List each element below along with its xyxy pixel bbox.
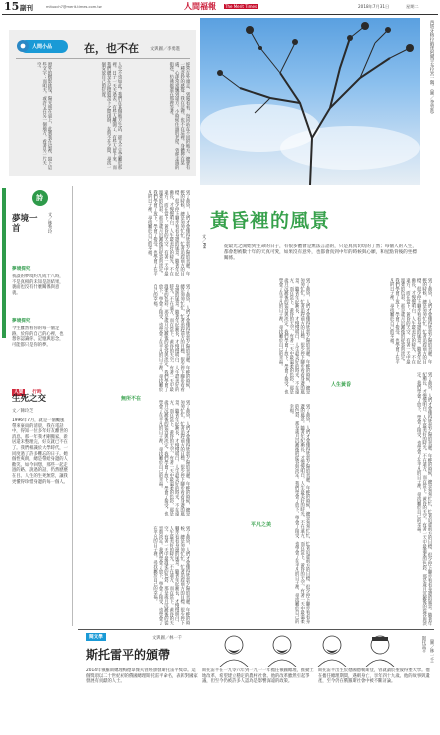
main-col-h: 到了黃昏，人們才會懂得欣賞夕陽的美麗。年輕的時候，總是匆匆忙忙，忙著追趕前方的目標，很少停下腳步看看身邊的風景。隨著年紀漸長，才慢慢明白，人生最美好的時光，不在遠方，而在當下。黃昏的天空，有著一天中最溫柔的色彩，那是歲月沉澱後的從容與淡定。我們學會了放下，學會了接受，也學會了在平凡的日子裡，尋找屬於自己的幸福。 — [416, 372, 432, 626]
prize-col-2: 斯托雷平在一九零六年到一九一一年擔任俄國總理，推動土地改革，希望建立穩定的農村社會。他的改革雖然引起爭議，但至今仍被許多人認為是影響深遠的政策。 — [202, 668, 314, 685]
portrait-illustration — [214, 633, 419, 667]
main-col-c: 到了黃昏，人們才會懂得欣賞夕陽的美麗。年輕的時候，總是匆匆忙忙，忙著追趕前方的目標，很少停下腳步看看身邊的風景。隨著年紀漸長，才慢慢明白，人生最美好的時光，不在遠方，而在當下。黃昏的天空，有著一天中最溫柔的色彩，那是歲月沉澱後的從容與淡定。我們學會了放下，學會了接受，也學會了在平凡的日子裡，尋找屬於自己的幸福。 — [157, 400, 190, 517]
tree-silhouette — [200, 18, 420, 185]
portrait-caption-1: 斯托雷平 — [421, 636, 426, 654]
life-body: 1996年7月，就是一個颱風帶來豪雨的清晨，我在電話中，得知一位多年好友離世的消息。那一年我才剛搬家，新居還未整理完，好友就已不在了。我們相識於大學時代，一同度過了許多難忘的日子。她個性爽朗，總是帶給身邊的人歡笑。如今回想，那些一起走過的路、說過的話，仍然歷歷在目。人生的生死無常，讓我更懂得珍惜身邊的每一個人。 — [12, 418, 68, 485]
life-tag-label-2: 行時 — [32, 390, 42, 395]
life-title: 生死之交 — [12, 394, 47, 404]
subhead-3: 平凡之美 — [251, 522, 272, 528]
left-column-rule — [72, 186, 73, 626]
poem-section2-label: 夢境探究 — [12, 319, 31, 324]
poem-section1-text: 我談的夢境約九成十八時，不是真相的未知是語結果，裏面也沒有什麼關係與意義。 — [12, 274, 64, 296]
main-col-g: 到了黃昏，人們才會懂得欣賞夕陽的美麗。年輕的時候，總是匆匆忙忙，忙著追趕前方的目標，很少停下腳步看看身邊的風景。隨著年紀漸長，才慢慢明白，人生最美好的時光，不在遠方，而在當下。黃昏的天空，有著一天中最溫柔的色彩，那是歲月沉澱後的從容與淡定。我們學會了放下，學會了接受，也學會了在平凡的日子裡，尋找屬於自己的幸福。 — [389, 278, 432, 364]
essay-col-2: 人生不也如此？我們在某個地方生活，卻又不完全屬於那裡。日子一天天過去，有些人離開了，有些人留下來，而我們總是在記憶與當下之間徘徊，在與不在之間，尋找一個安放自己的位置。 — [100, 62, 122, 170]
header-date: 2018年7月31日 — [358, 4, 390, 9]
life-author: 文／陳玲芝 — [12, 409, 34, 414]
prize-col-3: 斯托雷平出生於德國德勒斯登，曾就讀於聖彼得堡大學。他在擔任總理期間，遇刺身亡，享年四十九歲。他的故事與遺產，至今仍在俄羅斯社會中被不斷討論。 — [318, 668, 430, 685]
page-header — [2, 0, 438, 14]
essay-author: 文與圖／李勇進 — [150, 47, 181, 52]
life-tag — [12, 378, 42, 395]
prize-author: 文與圖／林一千 — [152, 636, 183, 641]
header-logo: 人間福報 — [184, 1, 216, 11]
essay-divider — [16, 58, 190, 59]
subhead-2: 無所不在 — [121, 396, 142, 402]
poem-title: 夢境一首 — [12, 214, 38, 234]
tree-photo — [200, 18, 420, 185]
subhead-1: 人生黃昏 — [331, 382, 352, 388]
section-name: 副刊 — [20, 4, 33, 12]
essay-col-1: 經常在外頭走，到處看看，每回站在不同的地方，總會有一種奇妙的感覺：我在這裡，也不在這裡。身體停在某處，心卻常常飄到遠方。小時候住過的老屋、曾經走過的街巷，彷彿都還在那裡等著。 — [168, 62, 190, 170]
main-author: 文／PH — [201, 234, 206, 249]
main-col-a: 到了黃昏，人們才會懂得欣賞夕陽的美麗。年輕的時候，總是匆匆忙忙，忙著追趕前方的目標，很少停下腳步看看身邊的風景。隨著年紀漸長，才慢慢明白，人生最美好的時光，不在遠方，而在當下。黃昏的天空，有著一天中最溫柔的色彩，那是歲月沉澱後的從容與淡定。我們學會了放下，學會了接受，也學會了在平凡的日子裡，尋找屬於自己的幸福。 — [147, 190, 190, 276]
poem-tag: 詩 — [36, 194, 43, 202]
photo-caption: 西班牙格拉納達阿爾罕布拉宮一隅。（圖／李勇進） — [429, 20, 434, 117]
life-tag-label: 人間 — [14, 390, 24, 395]
poem-tag-circle — [32, 190, 48, 206]
main-col-b: 到了黃昏，人們才會懂得欣賞夕陽的美麗。年輕的時候，總是匆匆忙忙，忙著追趕前方的目標，很少停下腳步看看身邊的風景。隨著年紀漸長，才慢慢明白，人生最美好的時光，不在遠方，而在當下。黃昏的天空，有著一天中最溫柔的色彩，那是歲月沉澱後的從容與淡定。我們學會了放下，學會了接受，也學會了在平凡的日子裡，尋找屬於自己的幸福。 — [152, 284, 190, 392]
essay-col-3: 窗外的樹影搖曳，陽光照在桌上，此刻我在這裡，寫下這些文字；而明天，或許又在另一個地方，看著另一片天空。 — [36, 62, 52, 170]
header-weekday: 星期二 — [406, 4, 419, 9]
prize-top-rule — [78, 629, 434, 630]
main-lead: 從最光之開始到生命的日子，有很多體會是無法言語的，只是真真切切的了然；每個人的人生，都會想被數十年的天真可愛，如果沒有意外，也都會真到中年的時候與心願，和星點背後的坐標關係。 — [224, 244, 417, 261]
prize-col-1: 2014年俄羅斯總理梅德韋傑夫曾經頒發斯托雷平獎章。這個獎項以二十世紀初的俄國總理斯托雷平命名，表彰對國家發展有貢獻的人士。 — [86, 668, 198, 685]
header-rule — [2, 14, 438, 15]
page-number: 15 — [4, 0, 20, 13]
prize-tag: 閱文學 — [86, 633, 106, 641]
main-col-f: 到了黃昏，人們才會懂得欣賞夕陽的美麗。年輕的時候，總是匆匆忙忙，忙著追趕前方的目標，很少停下腳步看看身邊的風景。隨著年紀漸長，才慢慢明白，人生最美好的時光，不在遠方，而在當下。黃昏的天空，有著一天中最溫柔的色彩，那是歲月沉澱後的從容與淡定。我們學會了放下，學會了接受，也學會了在平凡的日子裡，尋找屬於自己的幸福。 — [288, 404, 310, 624]
flower-icon — [16, 38, 30, 52]
prize-title: 斯托雷平的頒帶 — [86, 648, 171, 662]
poem-section1-label: 夢境探究 — [12, 267, 31, 272]
main-col-e: 到了黃昏，人們才會懂得欣賞夕陽的美麗。年輕的時候，總是匆匆忙忙，忙著追趕前方的目標，很少停下腳步看看身邊的風景。隨著年紀漸長，才慢慢明白，人生最美好的時光，不在遠方，而在當下。黃昏的天空，有著一天中最溫柔的色彩，那是歲月沉澱後的從容與淡定。我們學會了放下，學會了接受，也學會了在平凡的日子裡，尋找屬於自己的幸福。 — [277, 278, 310, 395]
poem-section2-text: 今生雖然看你的每一個足跡，於你的自己的心裡，也想你認識你，記憶與思念，可能都只是你的夢。 — [12, 326, 64, 348]
main-col-d: 到了黃昏，人們才會懂得欣賞夕陽的美麗。年輕的時候，總是匆匆忙忙，忙著追趕前方的目標，很少停下腳步看看身邊的風景。隨著年紀漸長，才慢慢明白，人生最美好的時光，不在遠方，而在當下。黃昏的天空，有著一天中最溫柔的色彩，那是歲月沉澱後的從容與淡定。我們學會了放下，學會了接受，也學會了在平凡的日子裡，尋找屬於自己的幸福。 — [152, 526, 190, 625]
poem-sidebar-bar — [2, 188, 6, 338]
badge-label: 人間小品 — [32, 44, 53, 50]
header-logo-en: The Merit Times — [225, 4, 258, 9]
header-url: mituoch7@merit-times.com.tw — [46, 5, 102, 9]
portrait-caption-2: （圖／林一千） — [429, 636, 434, 666]
essay-title: 在，也不在 — [84, 42, 139, 55]
main-title: 黃昏裡的風景 — [210, 210, 331, 232]
poem-author: 文／林秀玲 — [47, 212, 52, 234]
